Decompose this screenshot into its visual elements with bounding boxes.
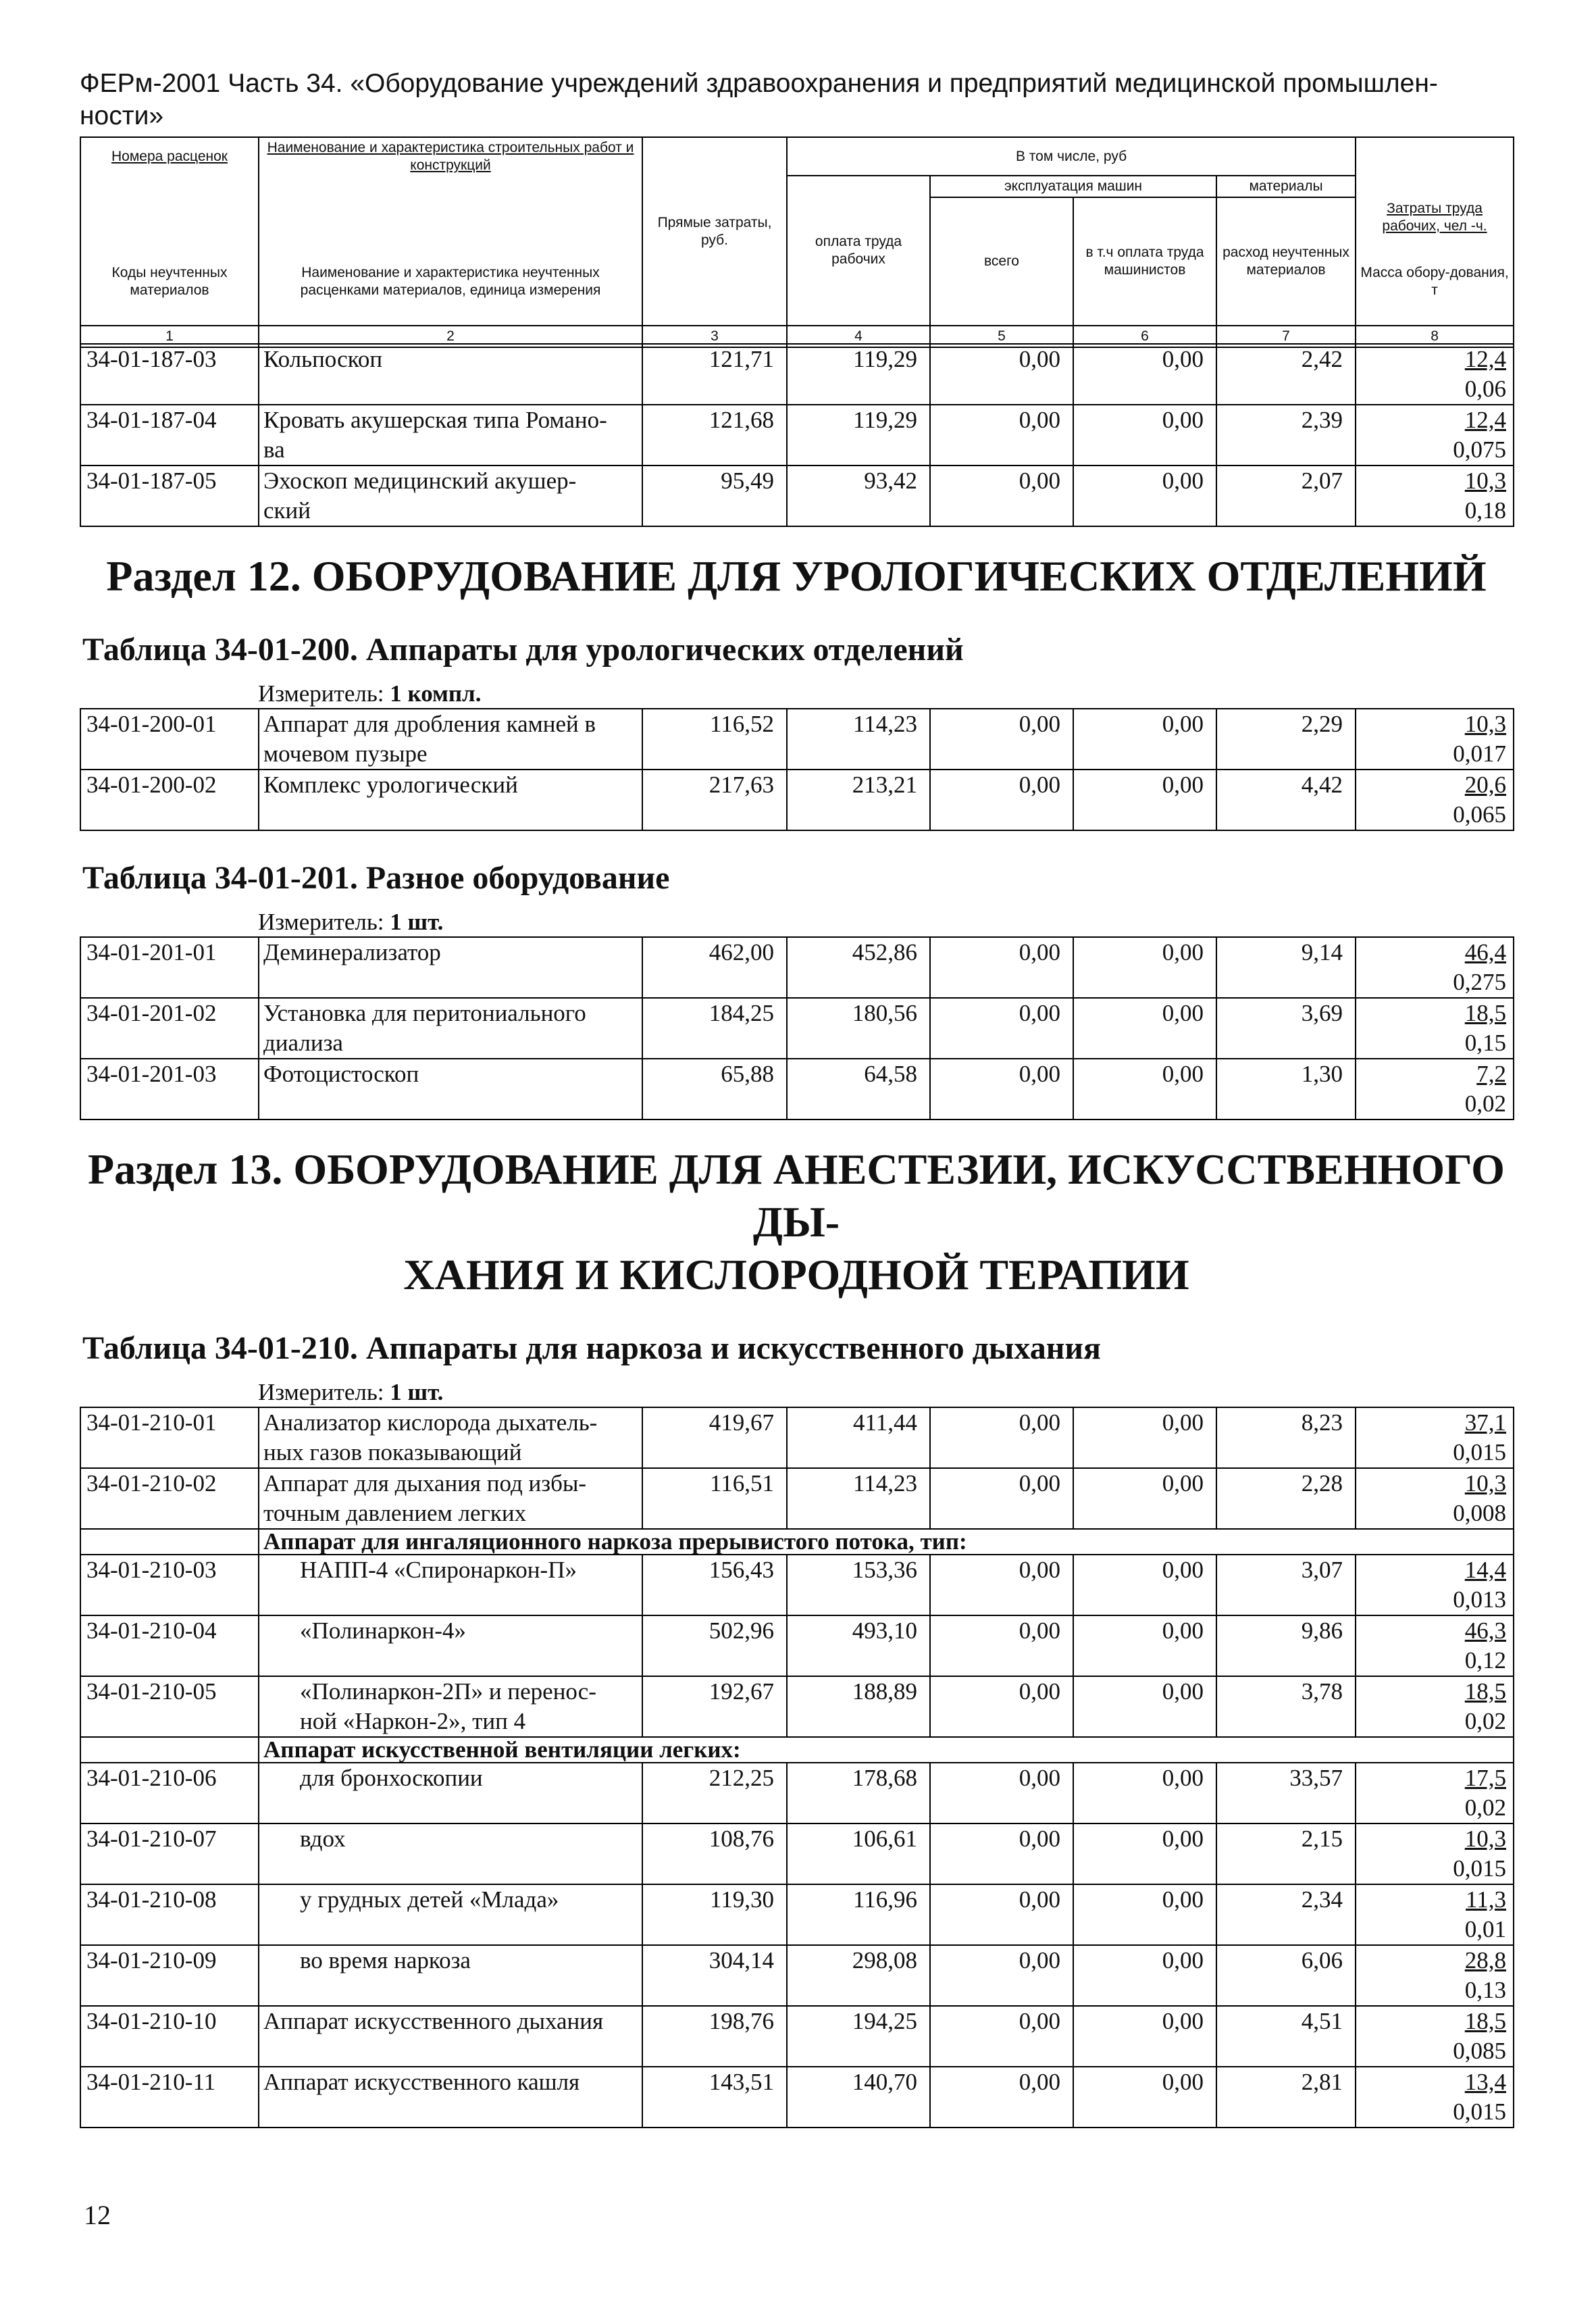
hdr-col8-bottom: Масса обору-дования, т bbox=[1356, 238, 1514, 326]
item-name: Кольпоскоп bbox=[259, 344, 642, 405]
labor-hours: 11,3 bbox=[1466, 1886, 1506, 1913]
equipment-mass: 0,02 bbox=[1464, 1794, 1506, 1821]
machinists-labor-cost: 0,00 bbox=[1073, 344, 1216, 405]
materials-cost: 2,29 bbox=[1216, 709, 1356, 770]
direct-cost: 95,49 bbox=[642, 466, 787, 526]
rate-code: 34-01-210-06 bbox=[80, 1763, 259, 1823]
item-name: «Полинаркон-2П» и перенос- ной «Наркон-2», тип 4 bbox=[259, 1676, 642, 1737]
table-row bbox=[80, 2006, 1514, 2067]
labor-hours: 37,1 bbox=[1464, 1409, 1506, 1436]
direct-cost: 121,68 bbox=[642, 405, 787, 466]
labor-hours: 18,5 bbox=[1464, 1678, 1506, 1705]
equipment-mass: 0,085 bbox=[1453, 2038, 1506, 2064]
labor-cost: 106,61 bbox=[787, 1823, 930, 1884]
item-name: во время наркоза bbox=[259, 1945, 642, 2006]
machines-cost: 0,00 bbox=[930, 1945, 1073, 2006]
item-name: Аппарат для дыхания под избы- точным давлением легких bbox=[259, 1468, 642, 1529]
rate-code: 34-01-210-02 bbox=[80, 1468, 259, 1529]
direct-cost: 304,14 bbox=[642, 1945, 787, 2006]
equipment-mass: 0,015 bbox=[1453, 1855, 1506, 1882]
machines-cost: 0,00 bbox=[930, 405, 1073, 466]
rates-table bbox=[80, 1407, 1514, 2128]
direct-cost: 116,51 bbox=[642, 1468, 787, 1529]
item-name: Деминерализатор bbox=[259, 937, 642, 998]
table-row bbox=[80, 405, 1514, 466]
materials-cost: 2,81 bbox=[1216, 2067, 1356, 2128]
machinists-labor-cost: 0,00 bbox=[1073, 2067, 1216, 2128]
table-row bbox=[80, 998, 1514, 1059]
labor-cost: 93,42 bbox=[787, 466, 930, 526]
machinists-labor-cost: 0,00 bbox=[1073, 937, 1216, 998]
labor-hours: 14,4 bbox=[1464, 1557, 1506, 1583]
materials-cost: 4,42 bbox=[1216, 770, 1356, 830]
hdr-col1-top: Номера расценок bbox=[80, 137, 259, 176]
labor-hours-mass bbox=[1356, 2067, 1514, 2128]
table-title: Таблица 34-01-210. Аппараты для наркоза и искусственного дыхания bbox=[82, 1330, 1102, 1366]
equipment-mass: 0,18 bbox=[1464, 497, 1506, 524]
table-row bbox=[80, 1615, 1514, 1676]
rate-code: 34-01-200-01 bbox=[80, 709, 259, 770]
labor-cost: 411,44 bbox=[787, 1407, 930, 1468]
labor-cost: 153,36 bbox=[787, 1555, 930, 1615]
materials-cost: 4,51 bbox=[1216, 2006, 1356, 2067]
hdr-materials: материалы bbox=[1216, 176, 1356, 197]
materials-cost: 6,06 bbox=[1216, 1945, 1356, 2006]
direct-cost: 212,25 bbox=[642, 1763, 787, 1823]
item-name: для бронхоскопии bbox=[259, 1763, 642, 1823]
labor-hours: 18,5 bbox=[1464, 1000, 1506, 1026]
labor-hours-mass bbox=[1356, 1407, 1514, 1468]
labor-hours-mass bbox=[1356, 1763, 1514, 1823]
direct-cost: 419,67 bbox=[642, 1407, 787, 1468]
machinists-labor-cost: 0,00 bbox=[1073, 1945, 1216, 2006]
hdr-num: 8 bbox=[1356, 326, 1514, 347]
equipment-mass: 0,075 bbox=[1453, 436, 1506, 463]
labor-cost: 180,56 bbox=[787, 998, 930, 1059]
labor-hours-mass bbox=[1356, 1676, 1514, 1737]
table-row bbox=[80, 1059, 1514, 1120]
machines-cost: 0,00 bbox=[930, 1763, 1073, 1823]
direct-cost: 217,63 bbox=[642, 770, 787, 830]
item-name: Аппарат искусственного кашля bbox=[259, 2067, 642, 2128]
materials-cost: 2,42 bbox=[1216, 344, 1356, 405]
labor-hours: 10,3 bbox=[1464, 1470, 1506, 1496]
labor-cost: 188,89 bbox=[787, 1676, 930, 1737]
machines-cost: 0,00 bbox=[930, 2006, 1073, 2067]
hdr-num: 7 bbox=[1216, 326, 1356, 347]
labor-hours-mass bbox=[1356, 1615, 1514, 1676]
measure-label: Измеритель: bbox=[258, 680, 390, 707]
direct-cost: 121,71 bbox=[642, 344, 787, 405]
labor-hours: 10,3 bbox=[1464, 711, 1506, 737]
hdr-labor: оплата труда рабочих bbox=[787, 176, 930, 326]
hdr-num: 2 bbox=[259, 326, 642, 347]
hdr-col2-top: Наименование и характеристика строительных работ и конструкций bbox=[259, 137, 642, 176]
rate-code: 34-01-210-08 bbox=[80, 1884, 259, 1945]
machines-cost: 0,00 bbox=[930, 1823, 1073, 1884]
direct-cost: 462,00 bbox=[642, 937, 787, 998]
machines-cost: 0,00 bbox=[930, 466, 1073, 526]
hdr-group: В том числе, руб bbox=[787, 137, 1356, 176]
labor-hours: 12,4 bbox=[1464, 407, 1506, 433]
subgroup-row bbox=[80, 1737, 1514, 1763]
direct-cost: 192,67 bbox=[642, 1676, 787, 1737]
item-name: НАПП-4 «Спиронаркон-П» bbox=[259, 1555, 642, 1615]
rates-table bbox=[80, 936, 1514, 1120]
rate-code: 34-01-210-05 bbox=[80, 1676, 259, 1737]
materials-cost: 2,39 bbox=[1216, 405, 1356, 466]
section-title: Раздел 13. ОБОРУДОВАНИЕ ДЛЯ АНЕСТЕЗИИ, ИСКУССТВЕННОГО ДЫ- ХАНИЯ И КИСЛОРОДНОЙ ТЕРАПИИ bbox=[88, 1145, 1505, 1299]
rate-code: 34-01-201-03 bbox=[80, 1059, 259, 1120]
rate-code: 34-01-210-01 bbox=[80, 1407, 259, 1468]
table-row bbox=[80, 770, 1514, 830]
direct-cost: 143,51 bbox=[642, 2067, 787, 2128]
machines-cost: 0,00 bbox=[930, 1059, 1073, 1120]
materials-cost: 3,78 bbox=[1216, 1676, 1356, 1737]
materials-cost: 3,07 bbox=[1216, 1555, 1356, 1615]
labor-hours: 10,3 bbox=[1464, 1826, 1506, 1852]
equipment-mass: 0,065 bbox=[1453, 801, 1506, 828]
machinists-labor-cost: 0,00 bbox=[1073, 1823, 1216, 1884]
equipment-mass: 0,013 bbox=[1453, 1586, 1506, 1613]
item-name: Установка для перитониального диализа bbox=[259, 998, 642, 1059]
machines-cost: 0,00 bbox=[930, 1615, 1073, 1676]
machinists-labor-cost: 0,00 bbox=[1073, 1407, 1216, 1468]
hdr-num: 3 bbox=[642, 326, 787, 347]
item-name: Фотоцистоскоп bbox=[259, 1059, 642, 1120]
table-row bbox=[80, 466, 1514, 526]
labor-hours: 28,8 bbox=[1464, 1947, 1506, 1973]
machines-cost: 0,00 bbox=[930, 709, 1073, 770]
machinists-labor-cost: 0,00 bbox=[1073, 1555, 1216, 1615]
hdr-machines-labor: в т.ч оплата труда машинистов bbox=[1073, 197, 1216, 326]
machines-cost: 0,00 bbox=[930, 1468, 1073, 1529]
measure-unit bbox=[80, 908, 1513, 936]
labor-cost: 140,70 bbox=[787, 2067, 930, 2128]
labor-cost: 64,58 bbox=[787, 1059, 930, 1120]
labor-hours-mass bbox=[1356, 1823, 1514, 1884]
machines-cost: 0,00 bbox=[930, 344, 1073, 405]
labor-cost: 213,21 bbox=[787, 770, 930, 830]
hdr-machines: эксплуатация машин bbox=[930, 176, 1216, 197]
table-header bbox=[80, 136, 1514, 348]
machines-cost: 0,00 bbox=[930, 1884, 1073, 1945]
item-name: Комплекс урологический bbox=[259, 770, 642, 830]
rate-code: 34-01-187-04 bbox=[80, 405, 259, 466]
table-row bbox=[80, 1676, 1514, 1737]
materials-cost: 3,69 bbox=[1216, 998, 1356, 1059]
labor-hours: 46,3 bbox=[1464, 1617, 1506, 1644]
materials-cost: 33,57 bbox=[1216, 1763, 1356, 1823]
labor-hours: 10,3 bbox=[1464, 468, 1506, 494]
rate-code: 34-01-210-10 bbox=[80, 2006, 259, 2067]
machinists-labor-cost: 0,00 bbox=[1073, 466, 1216, 526]
machinists-labor-cost: 0,00 bbox=[1073, 1468, 1216, 1529]
equipment-mass: 0,01 bbox=[1464, 1916, 1506, 1942]
direct-cost: 502,96 bbox=[642, 1615, 787, 1676]
rate-code: 34-01-201-02 bbox=[80, 998, 259, 1059]
labor-hours: 17,5 bbox=[1464, 1765, 1506, 1791]
hdr-col8-top bbox=[1356, 137, 1514, 197]
table-title: Таблица 34-01-200. Аппараты для урологических отделений bbox=[82, 632, 964, 668]
rate-code: 34-01-187-05 bbox=[80, 466, 259, 526]
labor-hours-mass bbox=[1356, 998, 1514, 1059]
subgroup-title: Аппарат для ингаляционного наркоза прерывистого потока, тип: bbox=[259, 1529, 1514, 1555]
table-row bbox=[80, 1823, 1514, 1884]
table-row bbox=[80, 2067, 1514, 2128]
machinists-labor-cost: 0,00 bbox=[1073, 405, 1216, 466]
hdr-machines-total: всего bbox=[930, 197, 1073, 326]
hdr-col8-hours: Затраты труда рабочих, чел -ч. bbox=[1356, 197, 1514, 238]
labor-cost: 493,10 bbox=[787, 1615, 930, 1676]
direct-cost: 65,88 bbox=[642, 1059, 787, 1120]
direct-cost: 184,25 bbox=[642, 998, 787, 1059]
table-row bbox=[80, 344, 1514, 405]
hdr-col2-bottom: Наименование и характеристика неучтенных расценками материалов, единица измерения bbox=[259, 238, 642, 326]
item-name: Аппарат искусственного дыхания bbox=[259, 2006, 642, 2067]
labor-cost: 298,08 bbox=[787, 1945, 930, 2006]
item-name: Кровать акушерская типа Романо- ва bbox=[259, 405, 642, 466]
labor-cost: 452,86 bbox=[787, 937, 930, 998]
labor-hours: 20,6 bbox=[1464, 772, 1506, 798]
machines-cost: 0,00 bbox=[930, 1676, 1073, 1737]
direct-cost: 119,30 bbox=[642, 1884, 787, 1945]
direct-cost: 108,76 bbox=[642, 1823, 787, 1884]
rate-code: 34-01-210-11 bbox=[80, 2067, 259, 2128]
materials-cost: 8,23 bbox=[1216, 1407, 1356, 1468]
labor-cost: 119,29 bbox=[787, 405, 930, 466]
labor-hours-mass bbox=[1356, 466, 1514, 526]
labor-cost: 116,96 bbox=[787, 1884, 930, 1945]
labor-hours-mass bbox=[1356, 405, 1514, 466]
equipment-mass: 0,015 bbox=[1453, 1439, 1506, 1465]
equipment-mass: 0,15 bbox=[1464, 1030, 1506, 1056]
equipment-mass: 0,06 bbox=[1464, 376, 1506, 402]
materials-cost: 9,14 bbox=[1216, 937, 1356, 998]
rate-code: 34-01-210-09 bbox=[80, 1945, 259, 2006]
machinists-labor-cost: 0,00 bbox=[1073, 1884, 1216, 1945]
materials-cost: 2,07 bbox=[1216, 466, 1356, 526]
labor-hours-mass bbox=[1356, 2006, 1514, 2067]
section-title: Раздел 12. ОБОРУДОВАНИЕ ДЛЯ УРОЛОГИЧЕСКИХ ОТДЕЛЕНИЙ bbox=[106, 552, 1487, 600]
labor-hours: 46,4 bbox=[1464, 939, 1506, 965]
labor-cost: 114,23 bbox=[787, 709, 930, 770]
rates-table bbox=[80, 343, 1514, 527]
measure-value: 1 шт. bbox=[390, 1379, 444, 1405]
rate-code: 34-01-201-01 bbox=[80, 937, 259, 998]
materials-cost: 1,30 bbox=[1216, 1059, 1356, 1120]
equipment-mass: 0,275 bbox=[1453, 969, 1506, 995]
direct-cost: 156,43 bbox=[642, 1555, 787, 1615]
subgroup-title: Аппарат искусственной вентиляции легких: bbox=[259, 1737, 1514, 1763]
machines-cost: 0,00 bbox=[930, 998, 1073, 1059]
item-name: «Полинаркон-4» bbox=[259, 1615, 642, 1676]
labor-hours-mass bbox=[1356, 1555, 1514, 1615]
item-name: Эхоскоп медицинский акушер- ский bbox=[259, 466, 642, 526]
equipment-mass: 0,12 bbox=[1464, 1647, 1506, 1674]
machines-cost: 0,00 bbox=[930, 770, 1073, 830]
labor-hours-mass bbox=[1356, 1945, 1514, 2006]
machines-cost: 0,00 bbox=[930, 937, 1073, 998]
table-row bbox=[80, 1763, 1514, 1823]
table-row bbox=[80, 1468, 1514, 1529]
rate-code: 34-01-200-02 bbox=[80, 770, 259, 830]
rate-code: 34-01-210-04 bbox=[80, 1615, 259, 1676]
measure-value: 1 компл. bbox=[390, 680, 482, 707]
materials-cost: 2,15 bbox=[1216, 1823, 1356, 1884]
labor-hours-mass bbox=[1356, 1884, 1514, 1945]
machines-cost: 0,00 bbox=[930, 1407, 1073, 1468]
equipment-mass: 0,02 bbox=[1464, 1090, 1506, 1117]
labor-cost: 114,23 bbox=[787, 1468, 930, 1529]
page-number: 12 bbox=[84, 2200, 111, 2230]
labor-hours-mass bbox=[1356, 344, 1514, 405]
machinists-labor-cost: 0,00 bbox=[1073, 998, 1216, 1059]
measure-label: Измеритель: bbox=[258, 909, 390, 935]
equipment-mass: 0,13 bbox=[1464, 1977, 1506, 2003]
machinists-labor-cost: 0,00 bbox=[1073, 1763, 1216, 1823]
measure-unit bbox=[80, 680, 1513, 708]
equipment-mass: 0,015 bbox=[1453, 2098, 1506, 2125]
table-row bbox=[80, 1555, 1514, 1615]
labor-hours-mass bbox=[1356, 937, 1514, 998]
document-body bbox=[80, 343, 1513, 2128]
equipment-mass: 0,017 bbox=[1453, 740, 1506, 767]
materials-cost: 9,86 bbox=[1216, 1615, 1356, 1676]
machinists-labor-cost: 0,00 bbox=[1073, 1059, 1216, 1120]
labor-hours-mass bbox=[1356, 709, 1514, 770]
hdr-direct-costs: Прямые затраты, руб. bbox=[642, 137, 787, 326]
table-row bbox=[80, 1884, 1514, 1945]
item-name: у грудных детей «Млада» bbox=[259, 1884, 642, 1945]
measure-label: Измеритель: bbox=[258, 1379, 390, 1405]
labor-cost: 194,25 bbox=[787, 2006, 930, 2067]
table-row bbox=[80, 709, 1514, 770]
table-row bbox=[80, 1407, 1514, 1468]
hdr-num: 4 bbox=[787, 326, 930, 347]
direct-cost: 116,52 bbox=[642, 709, 787, 770]
machinists-labor-cost: 0,00 bbox=[1073, 1676, 1216, 1737]
labor-hours-mass bbox=[1356, 1468, 1514, 1529]
measure-unit bbox=[80, 1378, 1513, 1407]
machinists-labor-cost: 0,00 bbox=[1073, 709, 1216, 770]
labor-cost: 119,29 bbox=[787, 344, 930, 405]
item-name: Анализатор кислорода дыхатель- ных газов показывающий bbox=[259, 1407, 642, 1468]
hdr-num: 5 bbox=[930, 326, 1073, 347]
table-row bbox=[80, 1945, 1514, 2006]
labor-hours: 12,4 bbox=[1464, 346, 1506, 372]
table-row bbox=[80, 937, 1514, 998]
equipment-mass: 0,02 bbox=[1464, 1708, 1506, 1734]
machines-cost: 0,00 bbox=[930, 2067, 1073, 2128]
equipment-mass: 0,008 bbox=[1453, 1500, 1506, 1526]
hdr-num: 1 bbox=[80, 326, 259, 347]
machinists-labor-cost: 0,00 bbox=[1073, 1615, 1216, 1676]
machinists-labor-cost: 0,00 bbox=[1073, 2006, 1216, 2067]
materials-cost: 2,34 bbox=[1216, 1884, 1356, 1945]
direct-cost: 198,76 bbox=[642, 2006, 787, 2067]
item-name: вдох bbox=[259, 1823, 642, 1884]
measure-value: 1 шт. bbox=[390, 909, 444, 935]
subgroup-row bbox=[80, 1529, 1514, 1555]
labor-hours: 13,4 bbox=[1464, 2069, 1506, 2095]
labor-hours: 7,2 bbox=[1476, 1061, 1506, 1087]
table-title: Таблица 34-01-201. Разное оборудование bbox=[82, 860, 670, 896]
materials-cost: 2,28 bbox=[1216, 1468, 1356, 1529]
labor-hours-mass bbox=[1356, 770, 1514, 830]
rate-code: 34-01-210-03 bbox=[80, 1555, 259, 1615]
labor-hours: 18,5 bbox=[1464, 2008, 1506, 2034]
machines-cost: 0,00 bbox=[930, 1555, 1073, 1615]
machinists-labor-cost: 0,00 bbox=[1073, 770, 1216, 830]
document-header: ФЕРм-2001 Часть 34. «Оборудование учреждений здравоохранения и предприятий медицинской промышлен- ности» bbox=[80, 69, 1438, 130]
rate-code: 34-01-187-03 bbox=[80, 344, 259, 405]
labor-cost: 178,68 bbox=[787, 1763, 930, 1823]
rate-code: 34-01-210-07 bbox=[80, 1823, 259, 1884]
rates-table bbox=[80, 708, 1514, 831]
hdr-materials-sub: расход неучтенных материалов bbox=[1216, 197, 1356, 326]
item-name: Аппарат для дробления камней в мочевом пузыре bbox=[259, 709, 642, 770]
hdr-col1-bottom: Коды неучтенных материалов bbox=[80, 238, 259, 326]
hdr-num: 6 bbox=[1073, 326, 1216, 347]
labor-hours-mass bbox=[1356, 1059, 1514, 1120]
